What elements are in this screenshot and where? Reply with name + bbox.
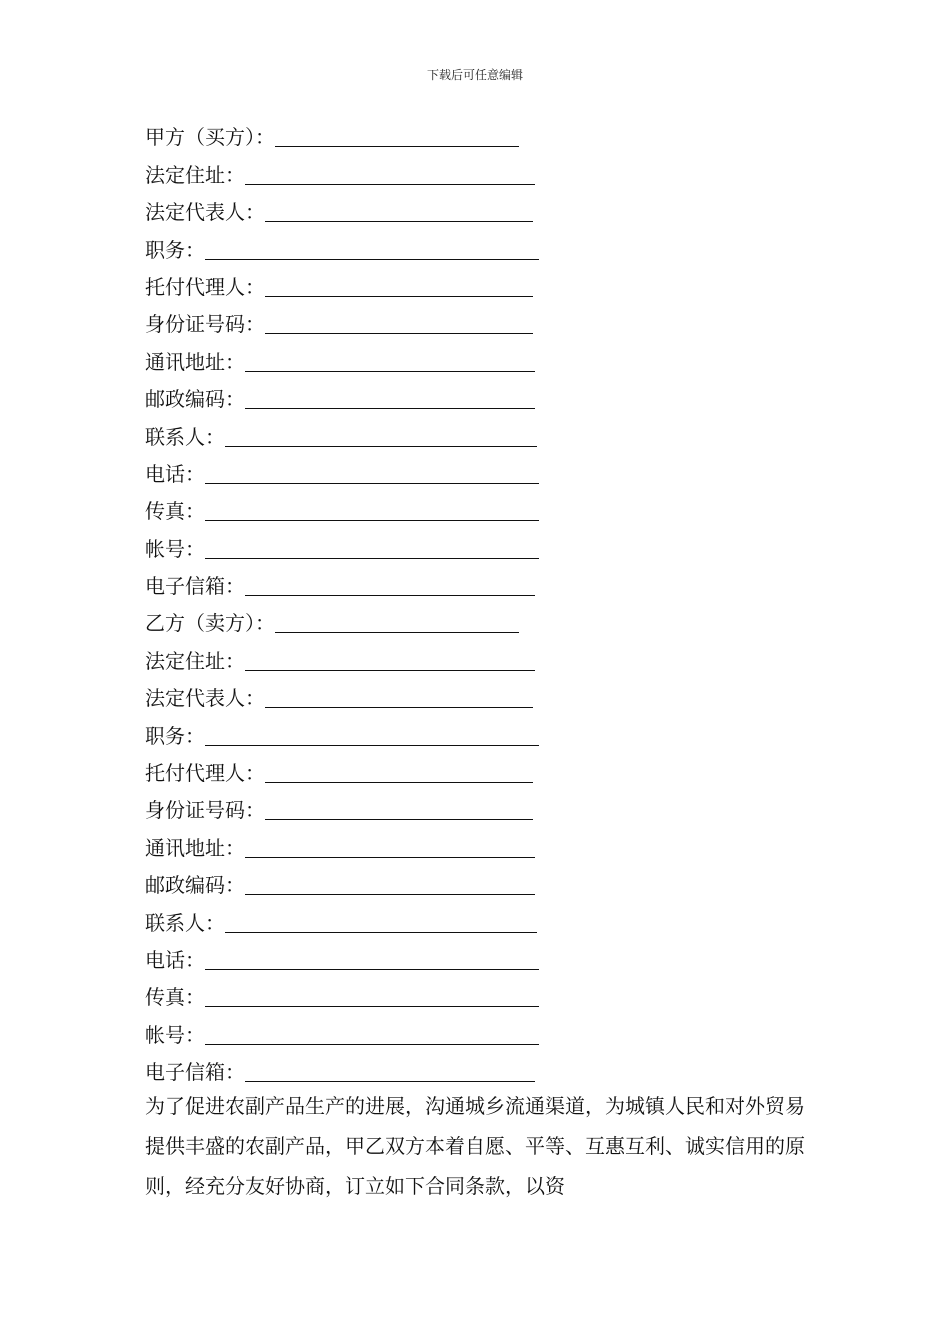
field-party-a-name bbox=[145, 116, 565, 153]
field-label: 传真： bbox=[145, 985, 205, 1010]
field-label: 帐号： bbox=[145, 1022, 205, 1047]
fill-in-blank[interactable] bbox=[205, 1044, 539, 1045]
field-party-b-contact bbox=[145, 901, 565, 938]
field-label: 帐号： bbox=[145, 536, 205, 561]
fill-in-blank[interactable] bbox=[265, 296, 533, 297]
field-party-b-mail-address bbox=[145, 826, 565, 863]
field-label: 通讯地址： bbox=[145, 835, 245, 860]
fill-in-blank[interactable] bbox=[245, 408, 535, 409]
fill-in-blank[interactable] bbox=[245, 184, 535, 185]
fill-in-blank[interactable] bbox=[205, 745, 539, 746]
contract-preamble: 为了促进农副产品生产的进展，沟通城乡流通渠道，为城镇人民和对外贸易提供丰盛的农副产品，甲乙双方本着自愿、平等、互惠互利、诚实信用的原则，经充分友好协商，订立如下合同条款，以资 bbox=[145, 1094, 805, 1198]
field-party-b-legal-rep bbox=[145, 677, 565, 714]
field-label: 联系人： bbox=[145, 424, 225, 449]
fill-in-blank[interactable] bbox=[205, 1006, 539, 1007]
field-label: 法定代表人： bbox=[145, 200, 265, 225]
fill-in-blank[interactable] bbox=[265, 782, 533, 783]
field-label: 法定住址： bbox=[145, 648, 245, 673]
field-label: 电子信箱： bbox=[145, 1060, 245, 1085]
field-party-a-id-number bbox=[145, 303, 565, 340]
field-label: 联系人： bbox=[145, 910, 225, 935]
field-label: 法定住址： bbox=[145, 162, 245, 187]
fill-in-blank[interactable] bbox=[205, 969, 539, 970]
field-party-a-email bbox=[145, 565, 565, 602]
field-label: 职务： bbox=[145, 237, 205, 262]
field-party-b-name bbox=[145, 602, 565, 639]
fill-in-blank[interactable] bbox=[205, 558, 539, 559]
fill-in-blank[interactable] bbox=[225, 932, 537, 933]
field-party-b-phone bbox=[145, 939, 565, 976]
field-label: 身份证号码： bbox=[145, 312, 265, 337]
fill-in-blank[interactable] bbox=[245, 894, 535, 895]
field-party-a-fax bbox=[145, 490, 565, 527]
fill-in-blank[interactable] bbox=[265, 707, 533, 708]
field-party-a-phone bbox=[145, 453, 565, 490]
field-party-b-position bbox=[145, 714, 565, 751]
fill-in-blank[interactable] bbox=[245, 595, 535, 596]
fill-in-blank[interactable] bbox=[265, 333, 533, 334]
field-label: 身份证号码： bbox=[145, 798, 265, 823]
field-label: 甲方（买方）： bbox=[145, 125, 275, 150]
field-party-b-id-number bbox=[145, 789, 565, 826]
field-party-a-agent bbox=[145, 266, 565, 303]
field-label: 通讯地址： bbox=[145, 349, 245, 374]
fill-in-blank[interactable] bbox=[205, 520, 539, 521]
field-label: 电子信箱： bbox=[145, 574, 245, 599]
fill-in-blank[interactable] bbox=[245, 371, 535, 372]
field-label: 电话： bbox=[145, 461, 205, 486]
fill-in-blank[interactable] bbox=[265, 221, 533, 222]
field-party-b-postcode bbox=[145, 864, 565, 901]
field-label: 电话： bbox=[145, 947, 205, 972]
fill-in-blank[interactable] bbox=[245, 1081, 535, 1082]
fill-in-blank[interactable] bbox=[205, 483, 539, 484]
field-party-b-account bbox=[145, 1013, 565, 1050]
field-party-a-account bbox=[145, 527, 565, 564]
field-label: 邮政编码： bbox=[145, 873, 245, 898]
contract-fields bbox=[145, 116, 565, 1088]
field-party-b-email bbox=[145, 1051, 565, 1088]
field-label: 邮政编码： bbox=[145, 387, 245, 412]
field-label: 托付代理人： bbox=[145, 274, 265, 299]
fill-in-blank[interactable] bbox=[265, 819, 533, 820]
field-party-a-address bbox=[145, 153, 565, 190]
field-party-a-contact bbox=[145, 415, 565, 452]
fill-in-blank[interactable] bbox=[275, 632, 519, 633]
field-party-b-address bbox=[145, 639, 565, 676]
fill-in-blank[interactable] bbox=[225, 446, 537, 447]
field-party-a-position bbox=[145, 228, 565, 265]
fill-in-blank[interactable] bbox=[245, 857, 535, 858]
fill-in-blank[interactable] bbox=[275, 146, 519, 147]
field-label: 托付代理人： bbox=[145, 761, 265, 786]
field-party-b-agent bbox=[145, 752, 565, 789]
fill-in-blank[interactable] bbox=[205, 259, 539, 260]
fill-in-blank[interactable] bbox=[245, 670, 535, 671]
field-label: 乙方（卖方）： bbox=[145, 611, 275, 636]
field-party-b-fax bbox=[145, 976, 565, 1013]
field-label: 法定代表人： bbox=[145, 686, 265, 711]
field-party-a-legal-rep bbox=[145, 191, 565, 228]
field-label: 传真： bbox=[145, 499, 205, 524]
field-label: 职务： bbox=[145, 723, 205, 748]
header-note: 下载后可任意编辑 bbox=[426, 68, 523, 82]
field-party-a-mail-address bbox=[145, 340, 565, 377]
field-party-a-postcode bbox=[145, 378, 565, 415]
